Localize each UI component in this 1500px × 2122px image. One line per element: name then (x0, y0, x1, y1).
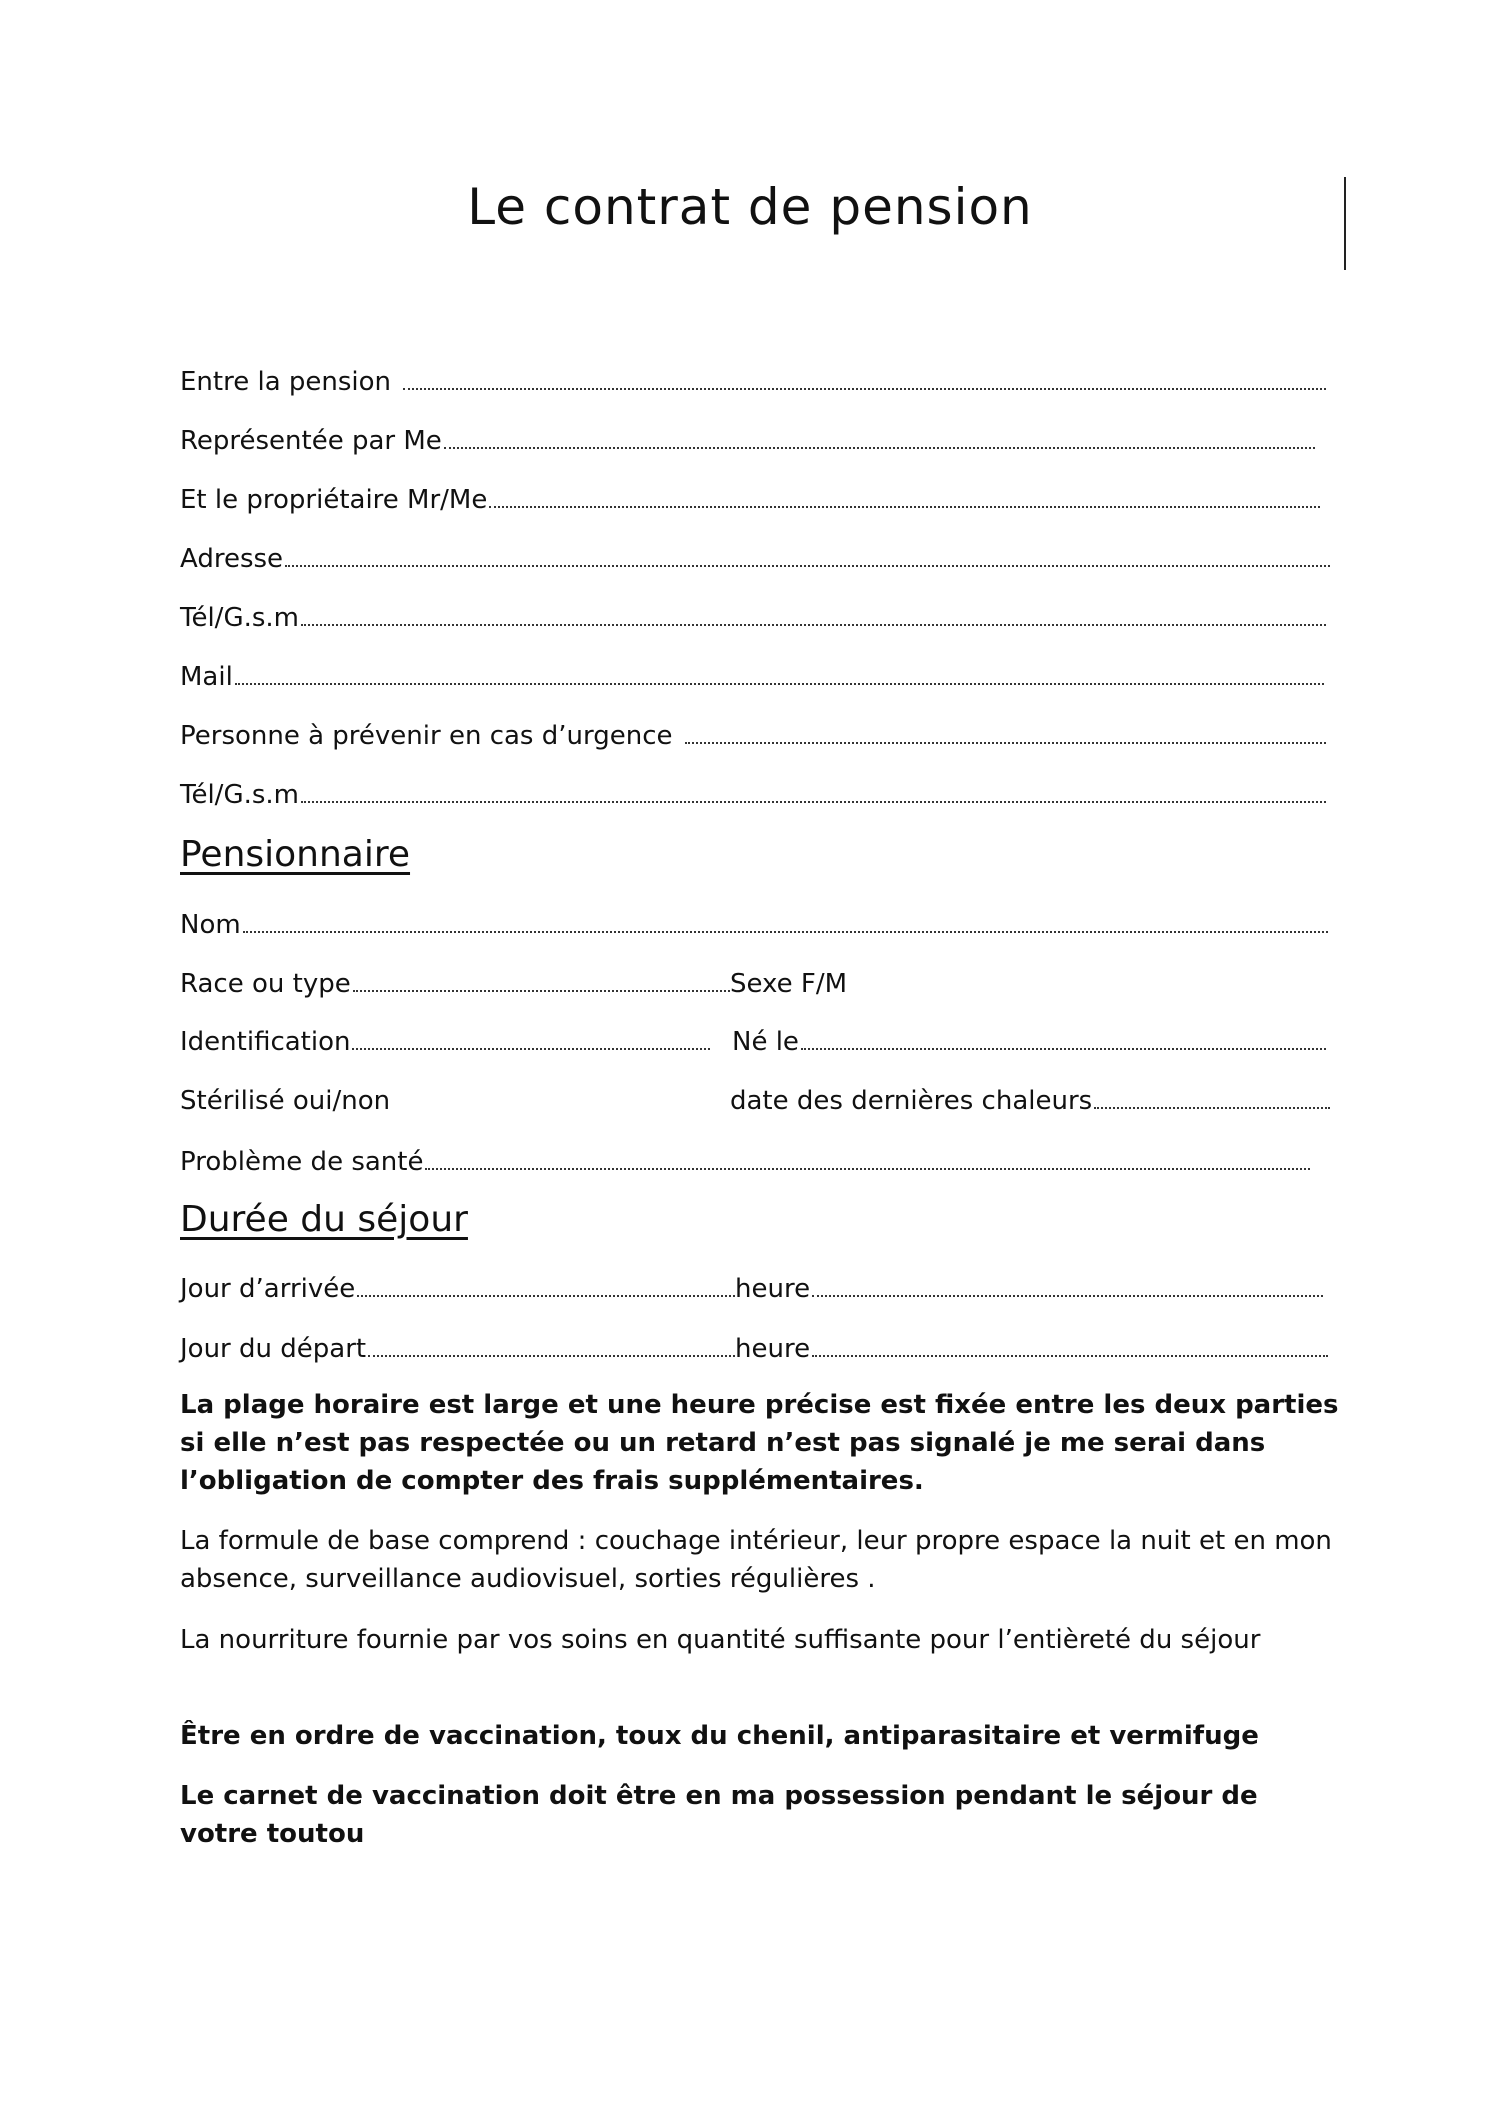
field-label: Stérilisé oui/non (180, 1086, 391, 1116)
fill-leader (357, 1295, 735, 1297)
field-label: Personne à prévenir en cas d’urgence (180, 721, 673, 751)
field-label: Tél/G.s.m (180, 780, 299, 810)
fill-leader (353, 990, 730, 992)
field-label: Jour d’arrivée (180, 1274, 356, 1304)
field-label: Problème de santé (180, 1147, 424, 1177)
field-label: date des dernières chaleurs (730, 1086, 1093, 1116)
field-tel-urgence[interactable] (180, 774, 1326, 810)
field-label: Race ou type (180, 969, 351, 999)
field-chaleurs[interactable] (730, 1080, 1330, 1116)
page-title: Le contrat de pension (467, 178, 1033, 236)
fill-leader (1094, 1107, 1330, 1109)
field-jour-depart[interactable] (180, 1328, 735, 1364)
field-label: Entre la pension (180, 367, 392, 397)
paragraph-carnet: Le carnet de vaccination doit être en ma possession pendant le séjour de votre toutou (180, 1781, 1258, 1849)
fill-leader (243, 931, 1328, 933)
section-heading-pensionnaire: Pensionnaire (180, 834, 411, 875)
field-label: Tél/G.s.m (180, 603, 299, 633)
field-sterilise[interactable] (180, 1080, 390, 1116)
section-heading-sejour: Durée du séjour (180, 1199, 468, 1240)
fill-leader (801, 1048, 1326, 1050)
field-nom[interactable] (180, 904, 1328, 940)
field-heure-depart[interactable] (735, 1328, 1328, 1364)
field-pension[interactable] (180, 361, 1326, 397)
field-proprietaire[interactable] (180, 479, 1320, 515)
fill-leader (285, 565, 1330, 567)
paragraph-formule: La formule de base comprend : couchage intérieur, leur propre espace la nuit et en mon absence, surveillance audiovisuel, sorties régulières . (180, 1526, 1332, 1594)
text-cursor (1344, 177, 1346, 270)
paragraph-nourriture: La nourriture fournie par vos soins en quantité suffisante pour l’entièreté du séjour (180, 1625, 1261, 1655)
field-sexe[interactable] (730, 963, 847, 999)
field-label: Identification (180, 1027, 351, 1057)
fill-leader (444, 447, 1315, 449)
fill-leader (812, 1355, 1328, 1357)
field-ne-le[interactable] (732, 1021, 1326, 1057)
field-urgence[interactable] (180, 715, 1326, 751)
fill-leader (403, 388, 1326, 390)
field-tel[interactable] (180, 597, 1326, 633)
field-jour-arrivee[interactable] (180, 1268, 735, 1304)
field-label: Représentée par Me (180, 426, 442, 456)
field-mail[interactable] (180, 656, 1324, 692)
field-heure-arrivee[interactable] (735, 1268, 1323, 1304)
field-label: Mail (180, 662, 233, 692)
field-sante[interactable] (180, 1141, 1310, 1177)
fill-leader (685, 742, 1327, 744)
field-label: Et le propriétaire Mr/Me (180, 485, 488, 515)
field-adresse[interactable] (180, 538, 1330, 574)
fill-leader (368, 1355, 735, 1357)
field-label: heure (735, 1274, 811, 1304)
fill-leader (812, 1295, 1323, 1297)
field-label: Né le (732, 1027, 799, 1057)
fill-leader (489, 506, 1320, 508)
paragraph-vaccination: Être en ordre de vaccination, toux du chenil, antiparasitaire et vermifuge (180, 1721, 1259, 1751)
field-label: Sexe F/M (730, 969, 848, 999)
field-label: Nom (180, 910, 241, 940)
fill-leader (352, 1048, 710, 1050)
fill-leader (301, 624, 1326, 626)
field-label: heure (735, 1334, 811, 1364)
field-race[interactable] (180, 963, 730, 999)
field-label: Jour du départ (180, 1334, 367, 1364)
field-representee[interactable] (180, 420, 1315, 456)
fill-leader (235, 683, 1324, 685)
fill-leader (301, 801, 1326, 803)
fill-leader (425, 1168, 1310, 1170)
field-label: Adresse (180, 544, 284, 574)
paragraph-horaire: La plage horaire est large et une heure précise est fixée entre les deux parties si elle n’est pas respectée ou un retard n’est pas signalé je me serai dans l’obligation de compter des frais supplémentaires. (180, 1390, 1339, 1496)
field-identification[interactable] (180, 1021, 710, 1057)
